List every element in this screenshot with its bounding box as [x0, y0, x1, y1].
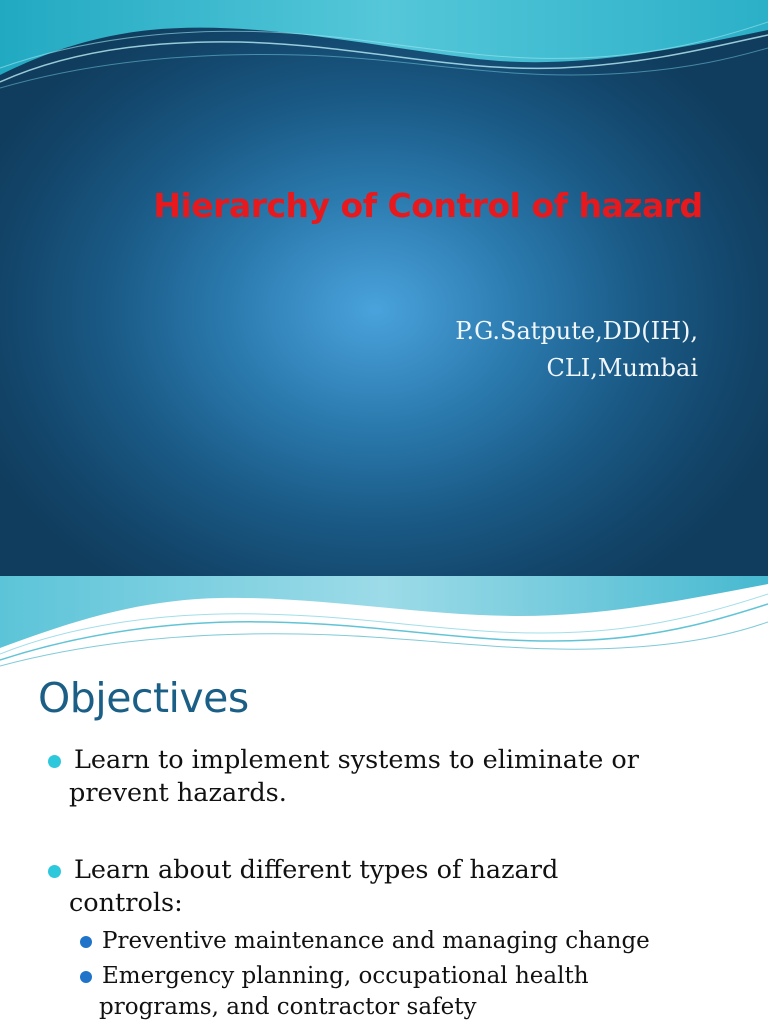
- bullet-dot-icon: [80, 971, 92, 983]
- slide-subtitle: [455, 313, 698, 387]
- bullet-dot-icon: [80, 936, 92, 948]
- list-item-line: Learn about different types of hazard: [74, 855, 559, 885]
- bullet-dot-icon: [48, 755, 61, 768]
- subtitle-line-2: CLI,Mumbai: [546, 354, 698, 382]
- list-item-line: prevent hazards.: [69, 778, 287, 808]
- slide-title: Hierarchy of Control of hazard: [153, 186, 703, 225]
- list-item-line: Emergency planning, occupational health: [102, 963, 589, 989]
- list-item-line: controls:: [69, 888, 183, 918]
- list-item-line: Preventive maintenance and managing change: [102, 928, 650, 954]
- list-item-line: programs, and contractor safety: [99, 994, 477, 1020]
- list-item-line: Learn to implement systems to eliminate or: [74, 745, 639, 775]
- slide-heading: Objectives: [38, 674, 249, 722]
- wave-decoration: [0, 0, 768, 95]
- wave-decoration: [0, 576, 768, 671]
- subtitle-line-1: P.G.Satpute,DD(IH),: [455, 317, 698, 345]
- bullet-dot-icon: [48, 865, 61, 878]
- objectives-slide: [0, 576, 768, 1024]
